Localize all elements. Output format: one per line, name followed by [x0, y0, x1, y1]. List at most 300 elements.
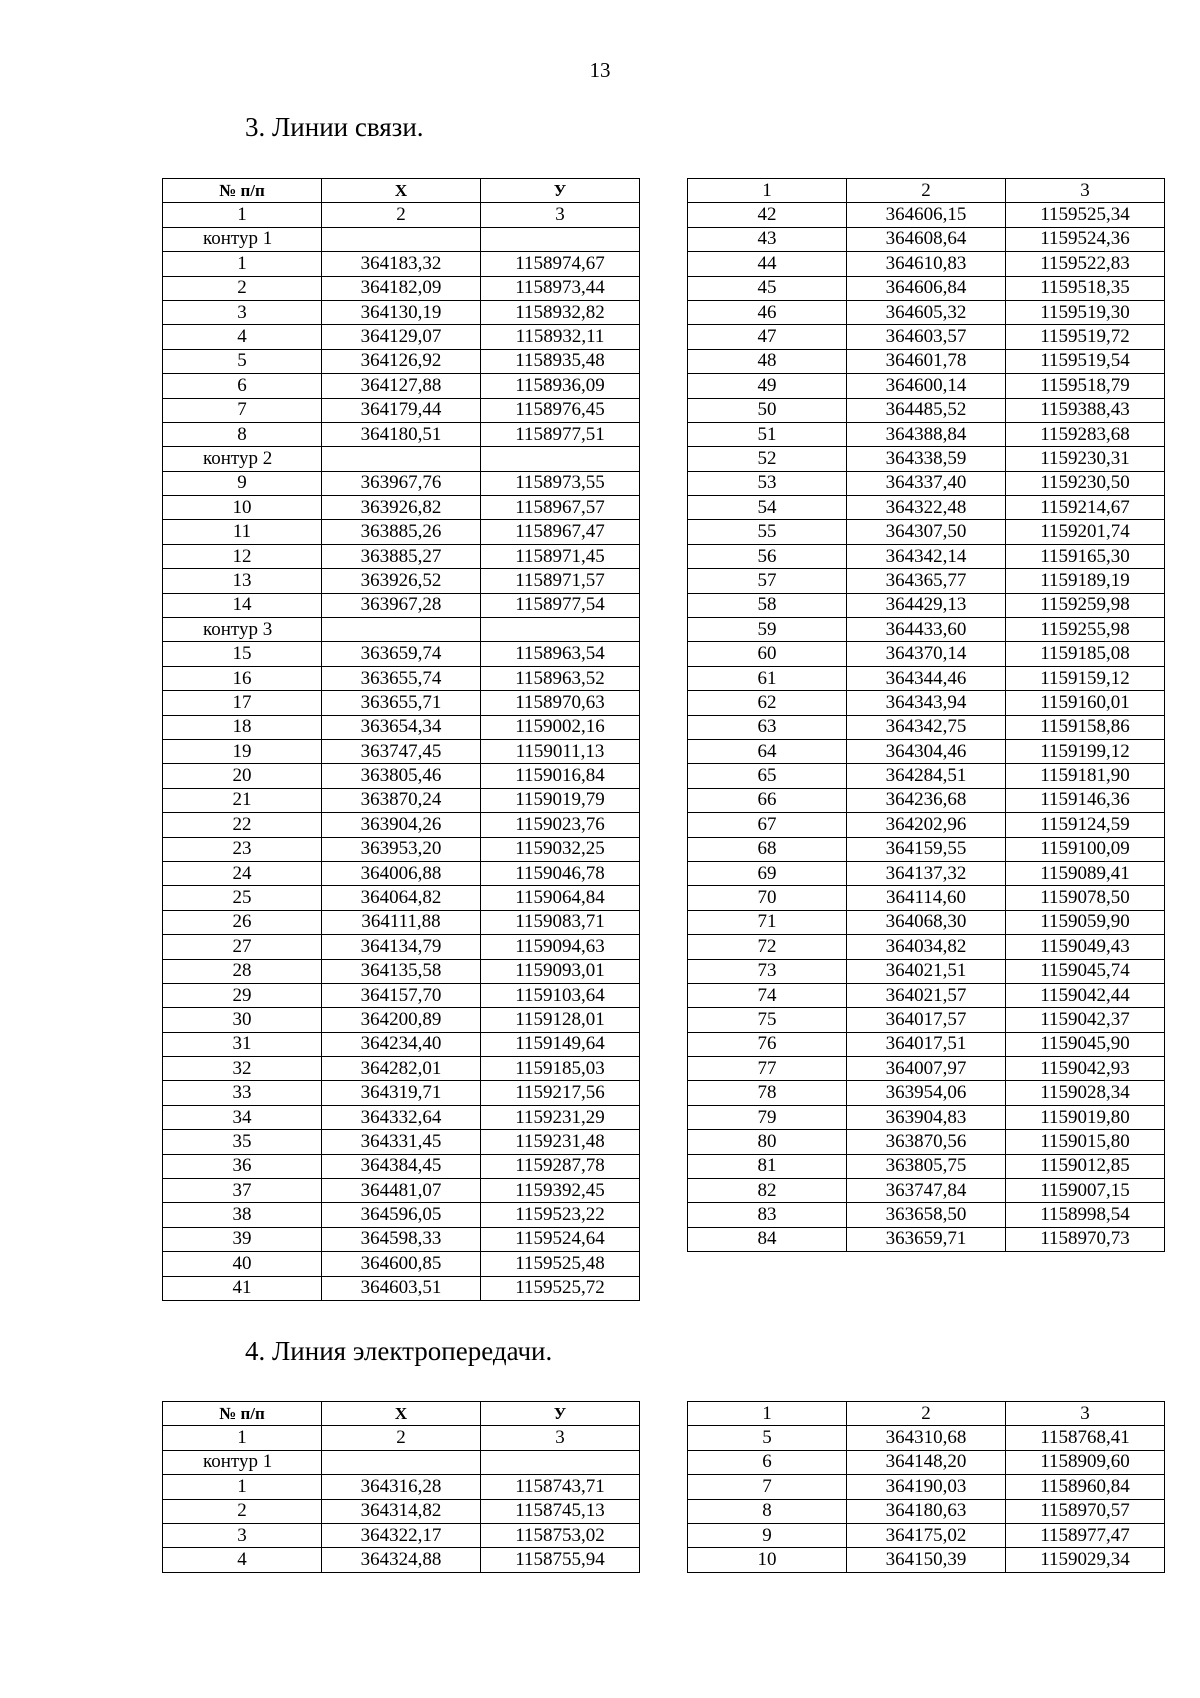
table-row — [163, 1548, 640, 1572]
point-number-cell: 65 — [688, 764, 847, 788]
column-number-cell: 2 — [322, 203, 481, 227]
x-coordinate-cell: 364370,14 — [847, 642, 1006, 666]
y-coordinate-cell: 1159094,63 — [481, 935, 640, 959]
point-number-cell: 43 — [688, 227, 847, 251]
x-coordinate-cell: 364111,88 — [322, 910, 481, 934]
x-coordinate-cell: 364183,32 — [322, 252, 481, 276]
y-coordinate-cell: 1159016,84 — [481, 764, 640, 788]
y-coordinate-cell: 1159388,43 — [1006, 398, 1165, 422]
table-row — [688, 569, 1165, 593]
x-coordinate-cell: 364429,13 — [847, 593, 1006, 617]
y-coordinate-cell — [481, 1450, 640, 1474]
table-row — [163, 1523, 640, 1547]
y-coordinate-cell: 1158960,84 — [1006, 1475, 1165, 1499]
point-number-cell: 27 — [163, 935, 322, 959]
x-coordinate-cell: 363655,74 — [322, 666, 481, 690]
point-number-cell: 75 — [688, 1008, 847, 1032]
y-coordinate-cell: 1159217,56 — [481, 1081, 640, 1105]
table-row — [163, 1057, 640, 1081]
contour-row — [163, 227, 640, 251]
point-number-cell: 10 — [688, 1548, 847, 1572]
point-number-cell: 71 — [688, 910, 847, 934]
x-coordinate-cell: 364006,88 — [322, 861, 481, 885]
x-coordinate-cell: 363967,76 — [322, 471, 481, 495]
point-number-cell: 53 — [688, 471, 847, 495]
x-coordinate-cell: 364202,96 — [847, 813, 1006, 837]
y-coordinate-cell: 1159032,25 — [481, 837, 640, 861]
point-number-cell: контур 3 — [163, 618, 322, 642]
table-row — [163, 300, 640, 324]
point-number-cell: 36 — [163, 1154, 322, 1178]
table-row — [163, 496, 640, 520]
section-4-table-left — [162, 1401, 640, 1573]
y-coordinate-cell: 1159159,12 — [1006, 666, 1165, 690]
y-coordinate-cell: 1159522,83 — [1006, 252, 1165, 276]
y-coordinate-cell: 1159045,74 — [1006, 959, 1165, 983]
point-number-cell: 16 — [163, 666, 322, 690]
x-coordinate-cell: 363805,75 — [847, 1154, 1006, 1178]
header-cell: X — [322, 1402, 481, 1426]
table-row — [688, 1203, 1165, 1227]
point-number-cell: 12 — [163, 544, 322, 568]
x-coordinate-cell: 364137,32 — [847, 861, 1006, 885]
x-coordinate-cell: 364284,51 — [847, 764, 1006, 788]
column-number-cell: 3 — [1006, 1402, 1165, 1426]
y-coordinate-cell: 1159518,79 — [1006, 374, 1165, 398]
point-number-cell: 3 — [163, 1523, 322, 1547]
x-coordinate-cell: 363904,83 — [847, 1105, 1006, 1129]
table-row — [688, 398, 1165, 422]
table-row — [163, 325, 640, 349]
point-number-cell: 48 — [688, 349, 847, 373]
y-coordinate-cell: 1158974,67 — [481, 252, 640, 276]
column-number-cell: 3 — [481, 1426, 640, 1450]
column-number-cell: 2 — [847, 1402, 1006, 1426]
table-row — [688, 910, 1165, 934]
table-row — [163, 276, 640, 300]
point-number-cell: 15 — [163, 642, 322, 666]
y-coordinate-cell: 1158935,48 — [481, 349, 640, 373]
y-coordinate-cell: 1159015,80 — [1006, 1130, 1165, 1154]
table-row — [688, 715, 1165, 739]
y-coordinate-cell: 1159042,93 — [1006, 1057, 1165, 1081]
y-coordinate-cell: 1159011,13 — [481, 739, 640, 763]
x-coordinate-cell: 364282,01 — [322, 1057, 481, 1081]
table-row — [163, 715, 640, 739]
x-coordinate-cell: 364236,68 — [847, 788, 1006, 812]
section-3-title: 3. Линии связи. — [245, 112, 424, 142]
table-row — [688, 447, 1165, 471]
x-coordinate-cell: 364331,45 — [322, 1130, 481, 1154]
point-number-cell: 69 — [688, 861, 847, 885]
point-number-cell: 17 — [163, 691, 322, 715]
x-coordinate-cell — [322, 618, 481, 642]
table-row — [688, 203, 1165, 227]
point-number-cell: 24 — [163, 861, 322, 885]
table-row — [163, 520, 640, 544]
table-row — [688, 764, 1165, 788]
table-row — [688, 813, 1165, 837]
x-coordinate-cell: 364068,30 — [847, 910, 1006, 934]
x-coordinate-cell: 364342,75 — [847, 715, 1006, 739]
point-number-cell: 61 — [688, 666, 847, 690]
point-number-cell: 21 — [163, 788, 322, 812]
y-coordinate-cell: 1159029,34 — [1006, 1548, 1165, 1572]
point-number-cell: 7 — [163, 398, 322, 422]
point-number-cell: 32 — [163, 1057, 322, 1081]
x-coordinate-cell: 364481,07 — [322, 1179, 481, 1203]
table-row — [688, 1057, 1165, 1081]
x-coordinate-cell: 364021,51 — [847, 959, 1006, 983]
table-row — [688, 1499, 1165, 1523]
x-coordinate-cell: 364007,97 — [847, 1057, 1006, 1081]
point-number-cell: 51 — [688, 422, 847, 446]
table-row — [688, 691, 1165, 715]
y-coordinate-cell: 1158963,52 — [481, 666, 640, 690]
x-coordinate-cell: 363885,26 — [322, 520, 481, 544]
x-coordinate-cell: 364338,59 — [847, 447, 1006, 471]
table-row — [163, 544, 640, 568]
y-coordinate-cell: 1159083,71 — [481, 910, 640, 934]
table-row — [688, 642, 1165, 666]
table-row — [688, 1227, 1165, 1251]
table-row — [163, 1154, 640, 1178]
y-coordinate-cell: 1159046,78 — [481, 861, 640, 885]
y-coordinate-cell: 1159525,34 — [1006, 203, 1165, 227]
point-number-cell: 10 — [163, 496, 322, 520]
x-coordinate-cell: 364606,15 — [847, 203, 1006, 227]
table-row — [163, 1081, 640, 1105]
table-row — [688, 983, 1165, 1007]
y-coordinate-cell: 1158909,60 — [1006, 1450, 1165, 1474]
y-coordinate-cell: 1158976,45 — [481, 398, 640, 422]
x-coordinate-cell: 364598,33 — [322, 1227, 481, 1251]
y-coordinate-cell: 1158998,54 — [1006, 1203, 1165, 1227]
point-number-cell: 28 — [163, 959, 322, 983]
section-4-table-right — [687, 1401, 1165, 1573]
table-row — [163, 886, 640, 910]
point-number-cell: 50 — [688, 398, 847, 422]
y-coordinate-cell — [481, 618, 640, 642]
point-number-cell: 67 — [688, 813, 847, 837]
y-coordinate-cell: 1159189,19 — [1006, 569, 1165, 593]
y-coordinate-cell: 1159100,09 — [1006, 837, 1165, 861]
column-number-cell: 1 — [163, 1426, 322, 1450]
point-number-cell: 2 — [163, 1499, 322, 1523]
x-coordinate-cell: 364182,09 — [322, 276, 481, 300]
y-coordinate-cell: 1159185,08 — [1006, 642, 1165, 666]
y-coordinate-cell: 1159064,84 — [481, 886, 640, 910]
x-coordinate-cell: 364603,51 — [322, 1276, 481, 1300]
table-row — [163, 691, 640, 715]
point-number-cell: 35 — [163, 1130, 322, 1154]
point-number-cell: 72 — [688, 935, 847, 959]
table-row — [163, 374, 640, 398]
y-coordinate-cell: 1158967,57 — [481, 496, 640, 520]
y-coordinate-cell: 1159287,78 — [481, 1154, 640, 1178]
point-number-cell: 30 — [163, 1008, 322, 1032]
point-number-cell: 63 — [688, 715, 847, 739]
x-coordinate-cell: 364608,64 — [847, 227, 1006, 251]
y-coordinate-cell: 1158977,54 — [481, 593, 640, 617]
y-coordinate-cell: 1158768,41 — [1006, 1426, 1165, 1450]
point-number-cell: контур 1 — [163, 1450, 322, 1474]
table-row — [688, 374, 1165, 398]
point-number-cell: 70 — [688, 886, 847, 910]
table-row — [688, 1105, 1165, 1129]
point-number-cell: 3 — [163, 300, 322, 324]
point-number-cell: 66 — [688, 788, 847, 812]
table-row — [688, 1008, 1165, 1032]
y-coordinate-cell: 1158936,09 — [481, 374, 640, 398]
x-coordinate-cell: 364332,64 — [322, 1105, 481, 1129]
y-coordinate-cell: 1159523,22 — [481, 1203, 640, 1227]
point-number-cell: 55 — [688, 520, 847, 544]
x-coordinate-cell: 364134,79 — [322, 935, 481, 959]
point-number-cell: 6 — [688, 1450, 847, 1474]
point-number-cell: 6 — [163, 374, 322, 398]
y-coordinate-cell: 1159019,79 — [481, 788, 640, 812]
y-coordinate-cell: 1159019,80 — [1006, 1105, 1165, 1129]
table-row — [163, 1130, 640, 1154]
table-row — [163, 1203, 640, 1227]
table-row — [688, 227, 1165, 251]
section-3-table-left — [162, 178, 640, 1301]
column-number-row — [688, 179, 1165, 203]
y-coordinate-cell: 1159255,98 — [1006, 618, 1165, 642]
point-number-cell: 54 — [688, 496, 847, 520]
y-coordinate-cell: 1158743,71 — [481, 1475, 640, 1499]
x-coordinate-cell: 364596,05 — [322, 1203, 481, 1227]
table-row — [688, 252, 1165, 276]
table-row — [163, 398, 640, 422]
column-number-cell: 1 — [163, 203, 322, 227]
point-number-cell: 56 — [688, 544, 847, 568]
column-number-row — [688, 1402, 1165, 1426]
x-coordinate-cell: 364126,92 — [322, 349, 481, 373]
point-number-cell: 84 — [688, 1227, 847, 1251]
section-3-table-right — [687, 178, 1165, 1252]
y-coordinate-cell: 1158977,51 — [481, 422, 640, 446]
point-number-cell: 38 — [163, 1203, 322, 1227]
y-coordinate-cell: 1159519,30 — [1006, 300, 1165, 324]
table-row — [163, 935, 640, 959]
x-coordinate-cell: 364603,57 — [847, 325, 1006, 349]
y-coordinate-cell: 1159230,31 — [1006, 447, 1165, 471]
table-row — [163, 813, 640, 837]
table-row — [688, 593, 1165, 617]
table-row — [688, 1154, 1165, 1178]
x-coordinate-cell: 363655,71 — [322, 691, 481, 715]
y-coordinate-cell: 1159230,50 — [1006, 471, 1165, 495]
x-coordinate-cell: 364600,85 — [322, 1252, 481, 1276]
x-coordinate-cell: 364600,14 — [847, 374, 1006, 398]
x-coordinate-cell: 363967,28 — [322, 593, 481, 617]
page-number: 13 — [589, 58, 611, 82]
point-number-cell: 25 — [163, 886, 322, 910]
point-number-cell: контур 2 — [163, 447, 322, 471]
y-coordinate-cell: 1158745,13 — [481, 1499, 640, 1523]
table-row — [163, 1252, 640, 1276]
y-coordinate-cell: 1159007,15 — [1006, 1179, 1165, 1203]
x-coordinate-cell: 364310,68 — [847, 1426, 1006, 1450]
y-coordinate-cell: 1158967,47 — [481, 520, 640, 544]
table-row — [688, 837, 1165, 861]
point-number-cell: 40 — [163, 1252, 322, 1276]
x-coordinate-cell: 364135,58 — [322, 959, 481, 983]
point-number-cell: 39 — [163, 1227, 322, 1251]
y-coordinate-cell: 1158977,47 — [1006, 1523, 1165, 1547]
y-coordinate-cell: 1159525,72 — [481, 1276, 640, 1300]
point-number-cell: 9 — [688, 1523, 847, 1547]
point-number-cell: 26 — [163, 910, 322, 934]
x-coordinate-cell: 363926,82 — [322, 496, 481, 520]
table-row — [688, 861, 1165, 885]
y-coordinate-cell: 1158932,82 — [481, 300, 640, 324]
y-coordinate-cell: 1159231,29 — [481, 1105, 640, 1129]
table-row — [163, 569, 640, 593]
table-row — [688, 1081, 1165, 1105]
x-coordinate-cell: 364337,40 — [847, 471, 1006, 495]
x-coordinate-cell: 364159,55 — [847, 837, 1006, 861]
x-coordinate-cell: 363747,84 — [847, 1179, 1006, 1203]
y-coordinate-cell: 1159524,36 — [1006, 227, 1165, 251]
table-row — [688, 618, 1165, 642]
y-coordinate-cell: 1158963,54 — [481, 642, 640, 666]
x-coordinate-cell: 364021,57 — [847, 983, 1006, 1007]
point-number-cell: 73 — [688, 959, 847, 983]
table-row — [688, 276, 1165, 300]
point-number-cell: 1 — [163, 252, 322, 276]
x-coordinate-cell — [322, 447, 481, 471]
y-coordinate-cell: 1158932,11 — [481, 325, 640, 349]
y-coordinate-cell: 1159093,01 — [481, 959, 640, 983]
point-number-cell: 9 — [163, 471, 322, 495]
table-row — [163, 788, 640, 812]
table-row — [163, 422, 640, 446]
x-coordinate-cell: 364485,52 — [847, 398, 1006, 422]
x-coordinate-cell: 364304,46 — [847, 739, 1006, 763]
x-coordinate-cell: 364319,71 — [322, 1081, 481, 1105]
x-coordinate-cell: 364601,78 — [847, 349, 1006, 373]
point-number-cell: 60 — [688, 642, 847, 666]
table-row — [688, 349, 1165, 373]
point-number-cell: 18 — [163, 715, 322, 739]
y-coordinate-cell: 1158753,02 — [481, 1523, 640, 1547]
y-coordinate-cell: 1159519,72 — [1006, 325, 1165, 349]
y-coordinate-cell: 1159078,50 — [1006, 886, 1165, 910]
point-number-cell: 34 — [163, 1105, 322, 1129]
point-number-cell: 19 — [163, 739, 322, 763]
y-coordinate-cell: 1159128,01 — [481, 1008, 640, 1032]
x-coordinate-cell: 364017,51 — [847, 1032, 1006, 1056]
y-coordinate-cell: 1159124,59 — [1006, 813, 1165, 837]
table-row — [163, 252, 640, 276]
header-cell: № п/п — [163, 1402, 322, 1426]
header-cell: № п/п — [163, 179, 322, 203]
table-row — [163, 837, 640, 861]
table-row — [163, 739, 640, 763]
x-coordinate-cell: 363659,71 — [847, 1227, 1006, 1251]
table-row — [688, 471, 1165, 495]
x-coordinate-cell: 364157,70 — [322, 983, 481, 1007]
table-row — [688, 1179, 1165, 1203]
point-number-cell: 42 — [688, 203, 847, 227]
y-coordinate-cell: 1159023,76 — [481, 813, 640, 837]
table-row — [688, 1523, 1165, 1547]
y-coordinate-cell: 1159089,41 — [1006, 861, 1165, 885]
x-coordinate-cell: 363904,26 — [322, 813, 481, 837]
x-coordinate-cell: 364322,17 — [322, 1523, 481, 1547]
x-coordinate-cell: 364034,82 — [847, 935, 1006, 959]
y-coordinate-cell: 1159214,67 — [1006, 496, 1165, 520]
x-coordinate-cell: 364180,51 — [322, 422, 481, 446]
y-coordinate-cell: 1159392,45 — [481, 1179, 640, 1203]
x-coordinate-cell: 364606,84 — [847, 276, 1006, 300]
contour-row — [163, 447, 640, 471]
point-number-cell: 79 — [688, 1105, 847, 1129]
point-number-cell: 23 — [163, 837, 322, 861]
x-coordinate-cell: 364179,44 — [322, 398, 481, 422]
table-header-row — [163, 179, 640, 203]
header-cell: X — [322, 179, 481, 203]
y-coordinate-cell: 1158971,57 — [481, 569, 640, 593]
y-coordinate-cell — [481, 227, 640, 251]
x-coordinate-cell: 364190,03 — [847, 1475, 1006, 1499]
x-coordinate-cell: 364234,40 — [322, 1032, 481, 1056]
point-number-cell: 8 — [688, 1499, 847, 1523]
x-coordinate-cell: 364384,45 — [322, 1154, 481, 1178]
point-number-cell: 49 — [688, 374, 847, 398]
table-row — [163, 1008, 640, 1032]
table-row — [688, 1426, 1165, 1450]
table-header-row — [163, 1402, 640, 1426]
point-number-cell: 64 — [688, 739, 847, 763]
point-number-cell: 78 — [688, 1081, 847, 1105]
y-coordinate-cell: 1159146,36 — [1006, 788, 1165, 812]
x-coordinate-cell: 364344,46 — [847, 666, 1006, 690]
point-number-cell: 33 — [163, 1081, 322, 1105]
table-row — [163, 642, 640, 666]
section-4-title: 4. Линия электропередачи. — [245, 1336, 553, 1366]
table-row — [163, 983, 640, 1007]
table-row — [163, 959, 640, 983]
y-coordinate-cell: 1159185,03 — [481, 1057, 640, 1081]
point-number-cell: 22 — [163, 813, 322, 837]
x-coordinate-cell: 363954,06 — [847, 1081, 1006, 1105]
point-number-cell: 20 — [163, 764, 322, 788]
x-coordinate-cell: 364017,57 — [847, 1008, 1006, 1032]
y-coordinate-cell: 1158973,44 — [481, 276, 640, 300]
x-coordinate-cell: 364129,07 — [322, 325, 481, 349]
table-row — [688, 1130, 1165, 1154]
y-coordinate-cell: 1159283,68 — [1006, 422, 1165, 446]
x-coordinate-cell: 363658,50 — [847, 1203, 1006, 1227]
x-coordinate-cell: 364324,88 — [322, 1548, 481, 1572]
table-row — [163, 910, 640, 934]
table-row — [688, 666, 1165, 690]
point-number-cell: 83 — [688, 1203, 847, 1227]
point-number-cell: 5 — [688, 1426, 847, 1450]
x-coordinate-cell: 364610,83 — [847, 252, 1006, 276]
y-coordinate-cell: 1158755,94 — [481, 1548, 640, 1572]
table-row — [688, 1475, 1165, 1499]
table-row — [163, 1105, 640, 1129]
table-row — [688, 788, 1165, 812]
column-number-row — [163, 203, 640, 227]
y-coordinate-cell: 1159160,01 — [1006, 691, 1165, 715]
x-coordinate-cell: 363659,74 — [322, 642, 481, 666]
